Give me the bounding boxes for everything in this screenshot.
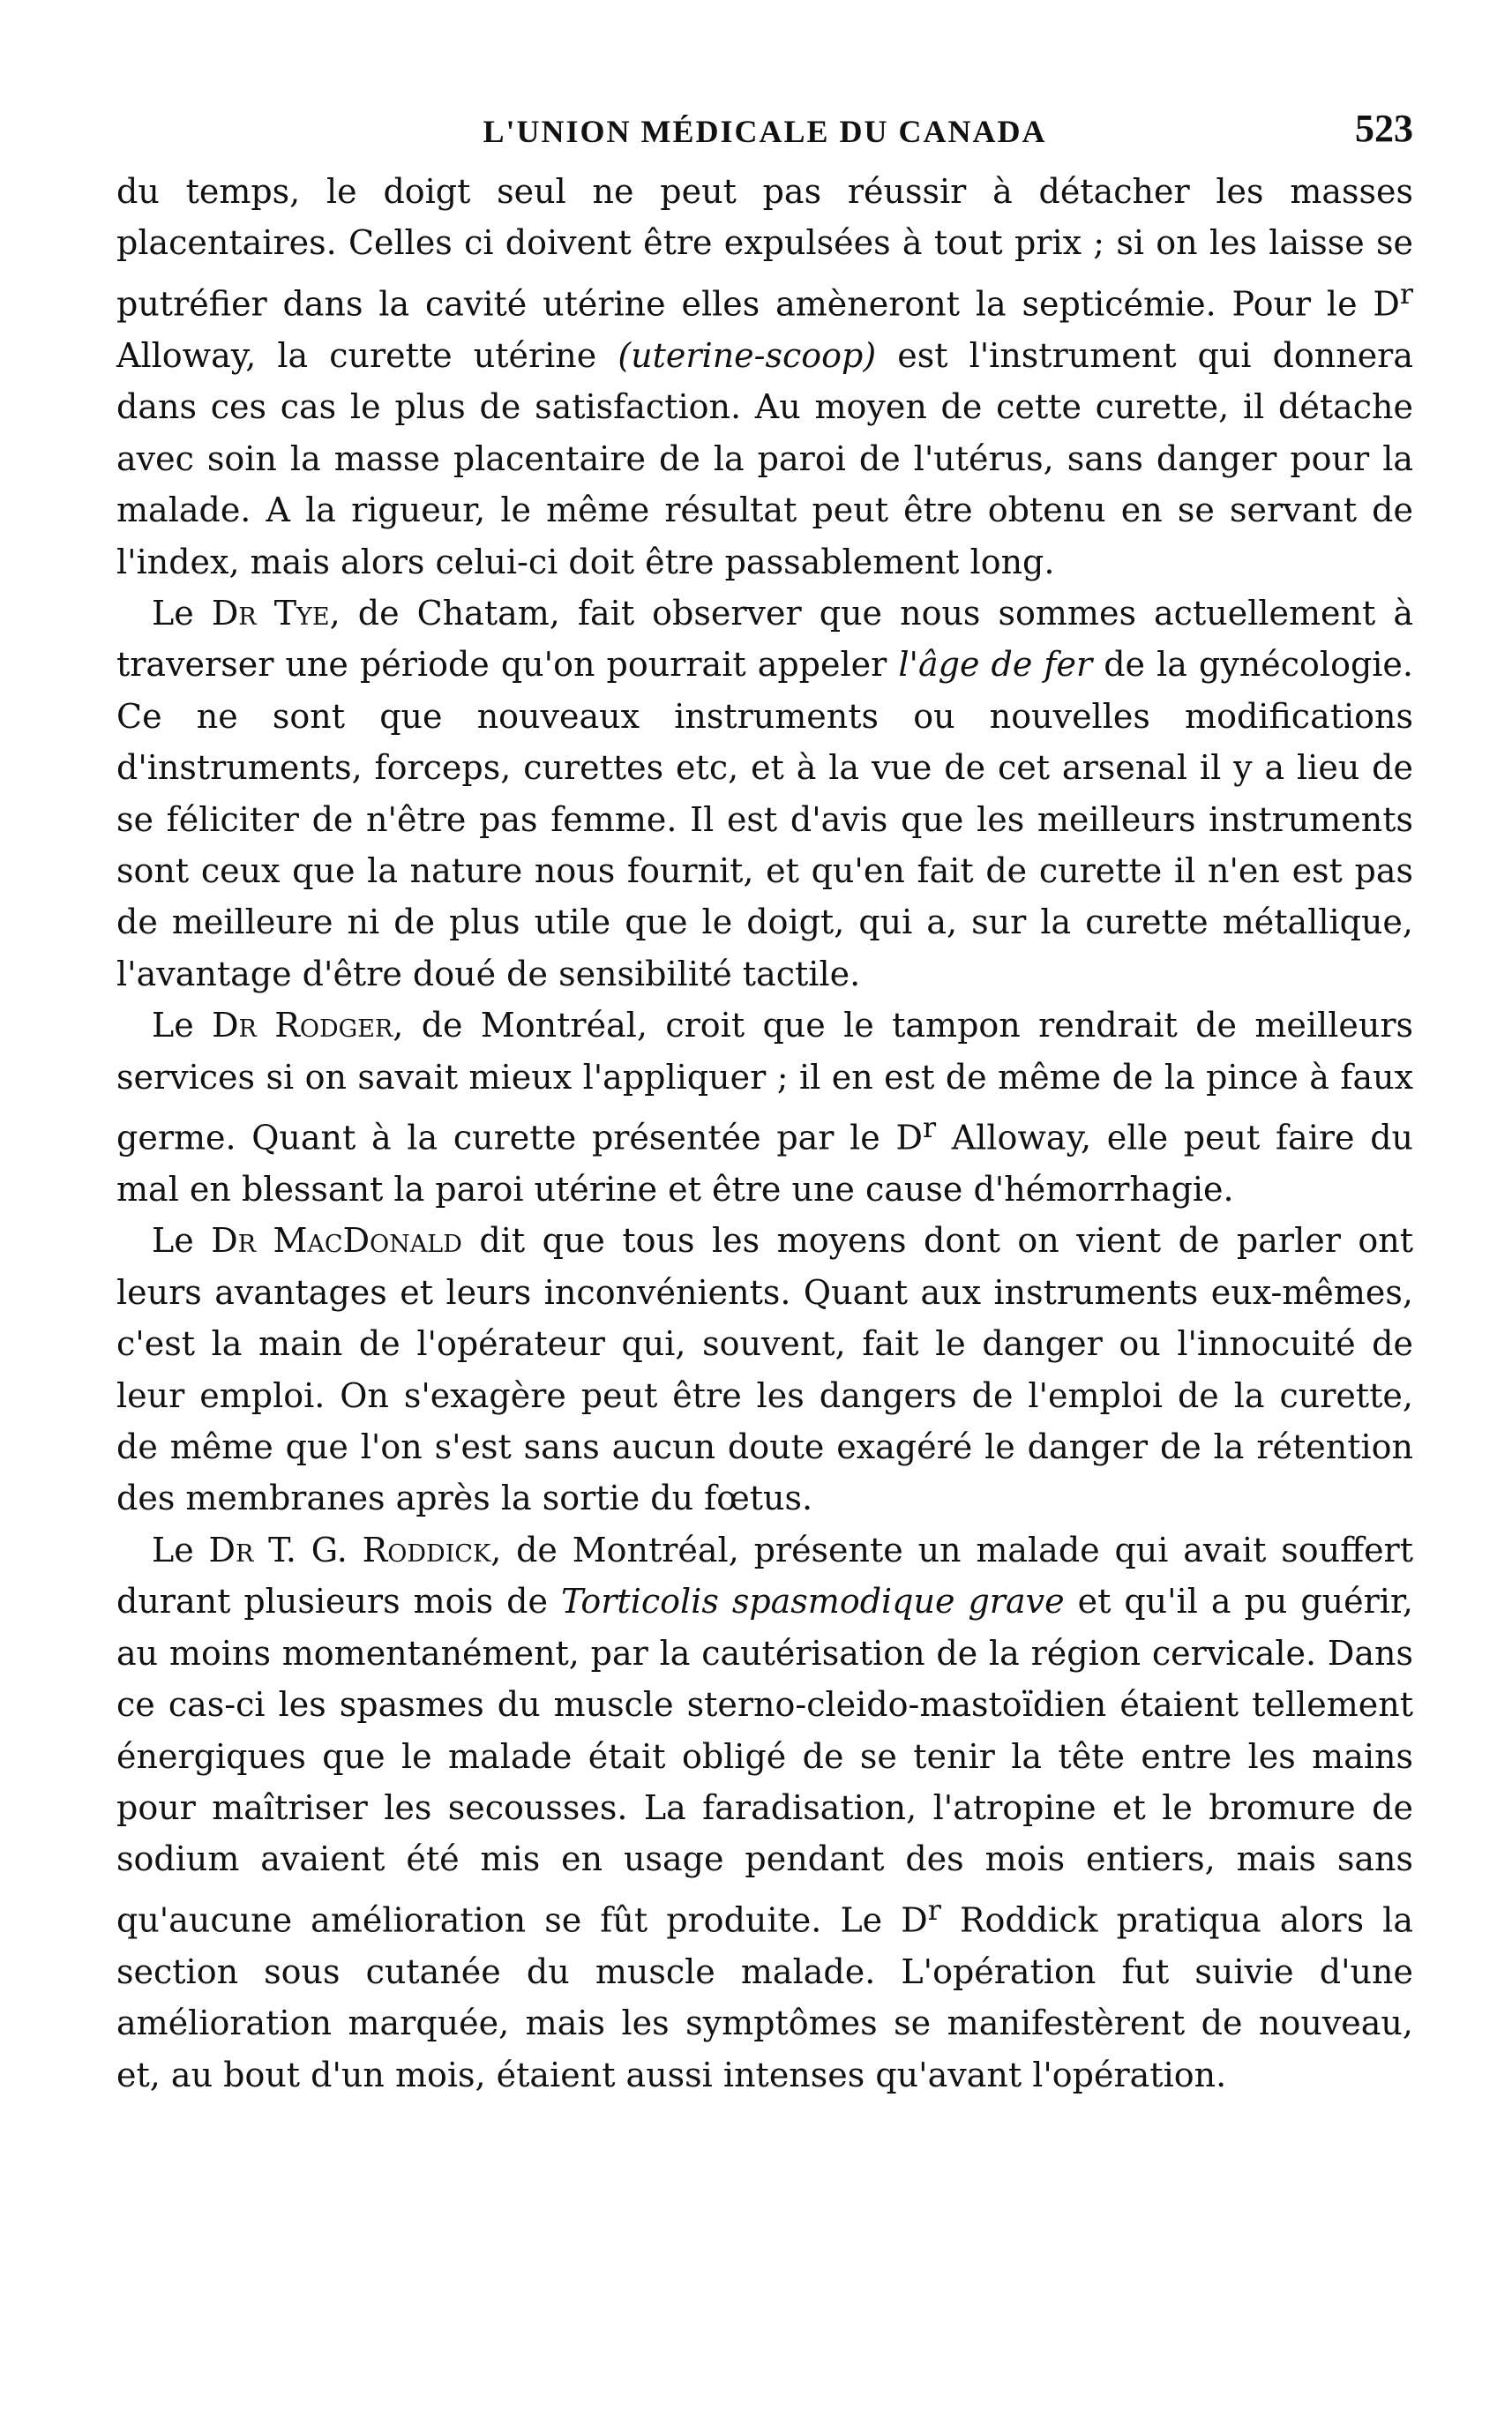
text-run: Le xyxy=(152,1006,213,1045)
text-run: dit que tous les moyens dont on vient de parler ont leurs avantages et leurs inconvénients. Quant aux instruments eux-mêmes, c'est la main de l'opérateur qui, souvent, fait le danger ou l'innocuité de leur emploi. On s'exagère peut être les dangers de l'emploi de la curette, de même que l'on s'est sans aucun doute exagéré le danger de la rétention des membranes après la sortie du fœtus. xyxy=(116,1221,1413,1518)
italic-text: (uterine-scoop) xyxy=(618,335,877,375)
superscript: r xyxy=(1399,278,1413,311)
paragraph xyxy=(116,1000,1413,1215)
text-run: Alloway, elle peut faire du mal en blessant la paroi utérine et être une cause d'hémorrhagie. xyxy=(116,1118,1413,1210)
italic-text: Torticolis spasmodique grave xyxy=(560,1582,1065,1622)
paragraph xyxy=(116,166,1413,588)
text-run: et qu'il a pu guérir, au moins momentanément, par la cautérisation de la région cervicale. Dans ce cas-ci les spasmes du muscle sterno-cleido-mastoïdien étaient tellement énergiques que le malade était obligé de se tenir la tête entre les mains pour maîtriser les secousses. La faradisation, l'atropine et le bromure de sodium avaient été mis en usage pendant des mois entiers, mais sans qu'aucune amélioration se fût produite. Le D xyxy=(116,1582,1414,1940)
paragraph xyxy=(116,1524,1413,2101)
text-run: Le xyxy=(152,1221,212,1261)
speaker-name: Dr Tye xyxy=(211,593,330,633)
superscript: r xyxy=(927,1894,941,1927)
paragraph xyxy=(116,588,1413,1000)
paragraph xyxy=(116,1215,1413,1524)
text-run: , de Chatam, fait observer que nous sommes actuellement à traverser une période qu'on pourrait appeler xyxy=(116,593,1413,685)
journal-title: L'UNION MÉDICALE DU CANADA xyxy=(483,114,1047,149)
text-run: Le xyxy=(152,1530,209,1569)
page-number: 523 xyxy=(1355,107,1413,150)
text-run: , de Montréal, croit que le tampon rendrait de meilleurs services si on savait mieux l'appliquer ; il en est de même de la pince à faux germe. Quant à la curette présentée par le D xyxy=(116,1006,1413,1157)
speaker-name: Dr Rodger xyxy=(212,1006,393,1045)
article-body xyxy=(116,166,1413,2101)
text-run: du temps, le doigt seul ne peut pas réussir à détacher les masses placentaires. Celles ci doivent être expulsées à tout prix ; si on les laisse se putréfier dans la cavité utérine elles amèneront la septicémie. Pour le D xyxy=(116,172,1413,324)
text-run: Roddick pratiqua alors la section sous cutanée du muscle malade. L'opération fut suivie d'une amélioration marquée, mais les symptômes se manifestèrent de nouveau, et, au bout d'un mois, étaient aussi intenses qu'avant l'opération. xyxy=(116,1900,1413,2094)
text-run: Le xyxy=(152,593,212,633)
speaker-name: Dr MacDonald xyxy=(211,1221,462,1261)
text-run: est l'instrument qui donnera dans ces cas le plus de satisfaction. Au moyen de cette curette, il détache avec soin la masse placentaire de la paroi de l'utérus, sans danger pour la malade. A la rigueur, le même résultat peut être obtenu en se servant de l'index, mais alors celui-ci doit être passablement long. xyxy=(116,335,1413,581)
journal-page xyxy=(116,104,1413,2101)
text-run: Alloway, la curette utérine xyxy=(116,335,618,375)
speaker-name: Dr T. G. Roddick xyxy=(208,1530,491,1569)
text-run: , de Montréal, présente un malade qui avait souffert durant plusieurs mois de xyxy=(116,1530,1413,1622)
superscript: r xyxy=(922,1112,937,1144)
text-run: de la gynécologie. Ce ne sont que nouveaux instruments ou nouvelles modifications d'instruments, forceps, curettes etc, et à la vue de cet arsenal il y a lieu de se féliciter de n'être pas femme. Il est d'avis que les meilleurs instruments sont ceux que la nature nous fournit, et qu'en fait de curette il n'en est pas de meilleure ni de plus utile que le doigt, qui a, sur la curette métallique, l'avantage d'être doué de sensibilité tactile. xyxy=(116,645,1413,993)
italic-text: l'âge de fer xyxy=(898,645,1093,685)
running-head xyxy=(116,104,1413,166)
